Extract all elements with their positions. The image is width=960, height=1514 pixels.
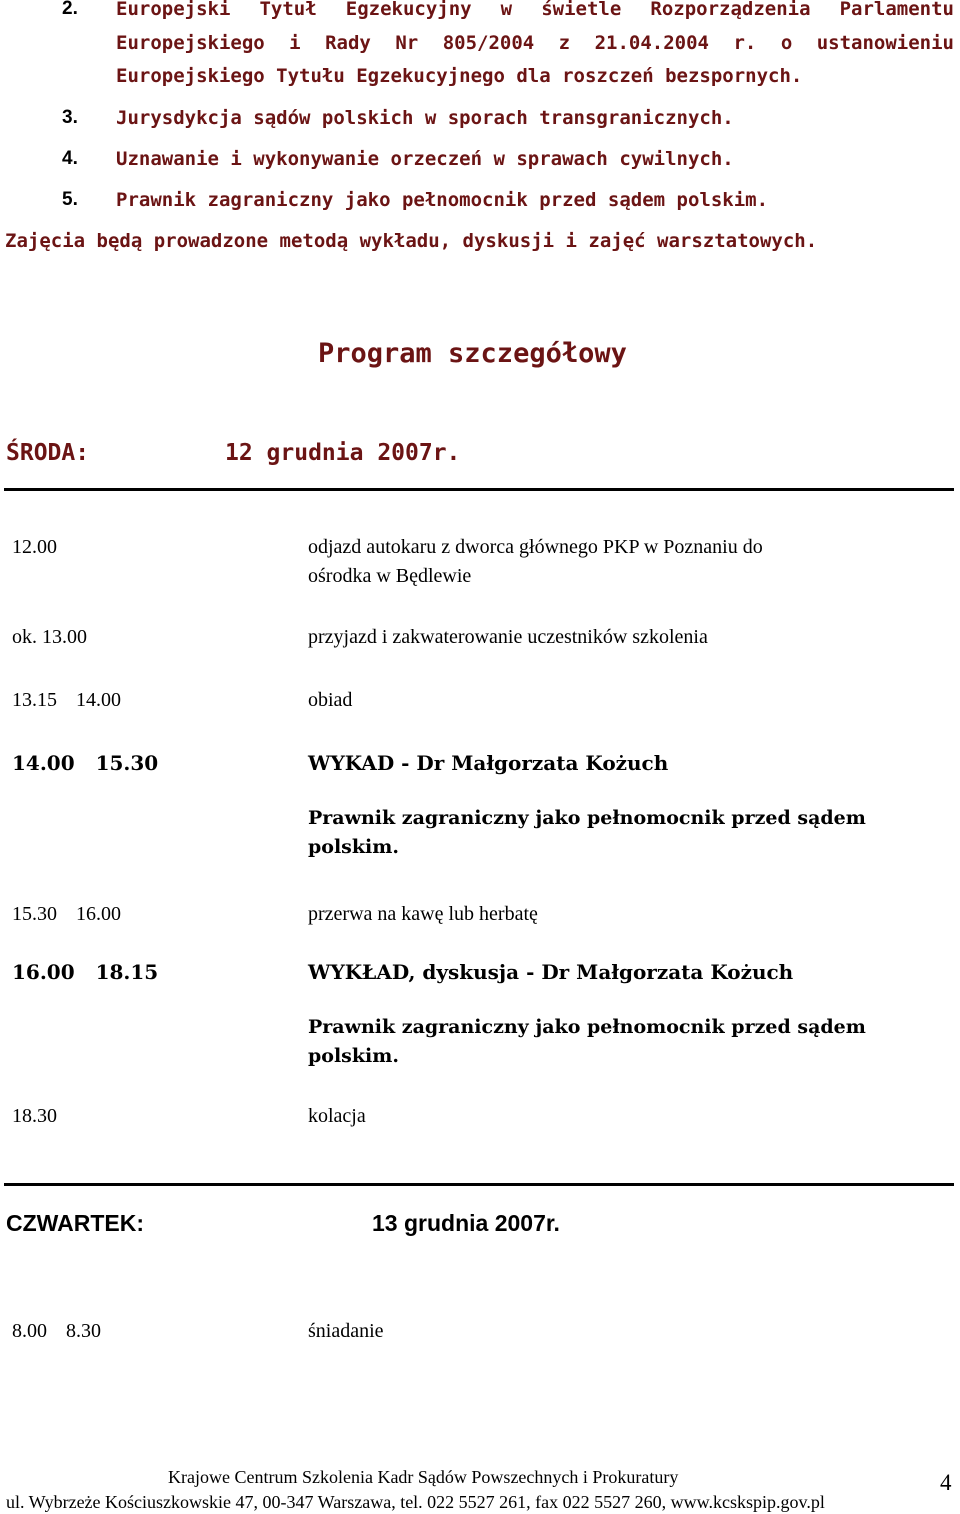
day-date: 12 grudnia 2007r.	[225, 440, 461, 466]
activity-cell: przyjazd i zakwaterowanie uczestników szkolenia	[308, 626, 708, 648]
time-cell: 14.00 15.30	[12, 751, 159, 775]
list-item-text: Uznawanie i wykonywanie orzeczeń w sprawach cywilnych.	[116, 148, 734, 170]
list-item-text: Jurysdykcja sądów polskich w sporach transgranicznych.	[116, 107, 734, 129]
list-number: 5.	[62, 189, 78, 210]
footer-address: ul. Wybrzeże Kościuszkowskie 47, 00-347 Warszawa, tel. 022 5527 261, fax 022 5527 260, www.kcskspip.gov.pl	[6, 1492, 825, 1512]
lecture-title: WYKAD - Dr Małgorzata Kożuch	[308, 751, 669, 775]
day-date: 13 grudnia 2007r.	[372, 1210, 560, 1236]
activity-cell: obiad	[308, 689, 353, 711]
time-cell: 13.15 14.00	[12, 689, 121, 711]
list-item-text: Prawnik zagraniczny jako pełnomocnik przed sądem polskim.	[116, 189, 769, 211]
list-item-text: Europejski Tytuł Egzekucyjny w świetle Rozporządzenia Parlamentu	[116, 0, 954, 20]
footer-institution: Krajowe Centrum Szkolenia Kadr Sądów Powszechnych i Prokuratury	[168, 1467, 679, 1487]
time-cell: 18.30	[12, 1105, 57, 1127]
activity-cell: przerwa na kawę lub herbatę	[308, 903, 538, 925]
time-cell: 15.30 16.00	[12, 903, 121, 925]
page-title: Program szczegółowy	[318, 338, 627, 369]
time-cell: 12.00	[12, 536, 57, 558]
lecture-topic: Prawnik zagraniczny jako pełnomocnik przed sądem	[308, 807, 866, 829]
list-number: 2.	[62, 0, 78, 19]
day-label: CZWARTEK:	[6, 1210, 144, 1236]
activity-cell: kolacja	[308, 1105, 366, 1127]
list-number: 3.	[62, 107, 78, 128]
activity-cell: ośrodka w Będlewie	[308, 565, 472, 587]
time-cell: 8.00 8.30	[12, 1320, 101, 1342]
activity-cell: odjazd autokaru z dworca głównego PKP w Poznaniu do	[308, 536, 763, 558]
lecture-title: WYKŁAD, dyskusja - Dr Małgorzata Kożuch	[308, 960, 794, 984]
lecture-topic: polskim.	[308, 836, 399, 858]
divider	[4, 1183, 954, 1186]
day-label: ŚRODA:	[6, 440, 90, 466]
activity-cell: śniadanie	[308, 1320, 384, 1342]
time-cell: ok. 13.00	[12, 626, 87, 648]
method-text: Zajęcia będą prowadzone metodą wykładu, dyskusji i zajęć warsztatowych.	[5, 230, 818, 252]
divider	[4, 488, 954, 491]
list-item-text: Europejskiego Tytułu Egzekucyjnego dla roszczeń bezspornych.	[116, 65, 803, 87]
list-item-text: Europejskiego i Rady Nr 805/2004 z 21.04.2004 r. o ustanowieniu	[116, 32, 954, 54]
lecture-topic: polskim.	[308, 1045, 399, 1067]
time-cell: 16.00 18.15	[12, 960, 159, 984]
page-number: 4	[940, 1470, 952, 1495]
list-number: 4.	[62, 148, 78, 169]
lecture-topic: Prawnik zagraniczny jako pełnomocnik przed sądem	[308, 1016, 866, 1038]
